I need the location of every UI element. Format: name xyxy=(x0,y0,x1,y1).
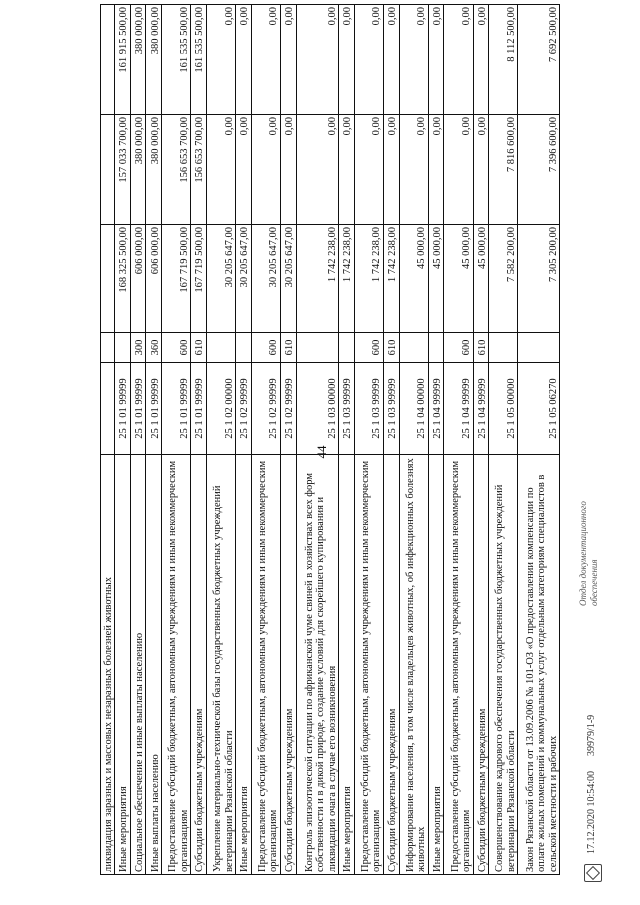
row-name: Предоставление субсидий бюджетным, автономным учреждениям и иным некоммерческим организациям xyxy=(354,455,383,875)
row-value-2021: 7 305 200,00 xyxy=(518,225,560,333)
row-value-2023: 161 915 500,00 xyxy=(115,5,131,115)
row-value-2023: 0,00 xyxy=(444,5,473,115)
row-name: Иные мероприятия xyxy=(115,455,131,875)
row-value-2021: 1 742 238,00 xyxy=(296,225,339,333)
row-name: Укрепление материально-технической базы государственных бюджетных учреждений ветеринарии Рязанской области xyxy=(206,455,235,875)
row-value-2022: 0,00 xyxy=(428,115,444,225)
row-code: 25 1 03 99999 xyxy=(339,363,355,455)
row-value-2021: 606 000,00 xyxy=(146,225,162,333)
row-value-2022: 0,00 xyxy=(280,115,296,225)
row-value-2021: 45 000,00 xyxy=(473,225,489,333)
row-type xyxy=(236,333,252,363)
table-row xyxy=(191,5,207,875)
row-code xyxy=(101,363,115,455)
stamp-line-1: Отдел документационного xyxy=(578,501,588,606)
row-value-2022: 0,00 xyxy=(296,115,339,225)
row-value-2021: 606 000,00 xyxy=(130,225,146,333)
row-value-2023: 0,00 xyxy=(206,5,235,115)
row-name: Иные мероприятия xyxy=(428,455,444,875)
row-code: 25 1 04 00000 xyxy=(399,363,428,455)
row-type xyxy=(115,333,131,363)
table-row xyxy=(399,5,428,875)
row-value-2022: 0,00 xyxy=(339,115,355,225)
row-value-2022: 0,00 xyxy=(473,115,489,225)
budget-table-body xyxy=(101,5,560,875)
table-row xyxy=(162,5,191,875)
row-code: 25 1 01 99999 xyxy=(115,363,131,455)
page-footer xyxy=(578,0,608,890)
row-value-2022: 0,00 xyxy=(399,115,428,225)
row-value-2021: 167 719 500,00 xyxy=(162,225,191,333)
row-name: Закон Рязанской области от 13.09.2006 № 101-ОЗ «О предоставлении компенсации по оплате жилых помещений и коммунальных услуг отдельным категориям специалистов в сельской местности и рабочих xyxy=(518,455,560,875)
table-row xyxy=(489,5,518,875)
row-code: 25 1 01 99999 xyxy=(146,363,162,455)
table-row xyxy=(251,5,280,875)
row-value-2022: 156 653 700,00 xyxy=(162,115,191,225)
row-code: 25 1 03 00000 xyxy=(296,363,339,455)
row-code: 25 1 02 99999 xyxy=(251,363,280,455)
row-value-2022 xyxy=(101,115,115,225)
row-value-2023: 0,00 xyxy=(383,5,399,115)
row-value-2021: 30 205 647,00 xyxy=(251,225,280,333)
row-value-2023: 0,00 xyxy=(428,5,444,115)
table-row xyxy=(146,5,162,875)
table-row xyxy=(383,5,399,875)
row-value-2023: 0,00 xyxy=(296,5,339,115)
row-value-2023: 161 535 500,00 xyxy=(191,5,207,115)
row-code: 25 1 03 99999 xyxy=(354,363,383,455)
row-type xyxy=(101,333,115,363)
row-value-2021: 7 582 200,00 xyxy=(489,225,518,333)
row-value-2022: 0,00 xyxy=(236,115,252,225)
row-type xyxy=(296,333,339,363)
table-row xyxy=(473,5,489,875)
table-row xyxy=(101,5,115,875)
table-row xyxy=(206,5,235,875)
row-type xyxy=(206,333,235,363)
row-value-2023: 0,00 xyxy=(236,5,252,115)
row-name: Социальное обеспечение и иные выплаты населению xyxy=(130,455,146,875)
row-code: 25 1 01 99999 xyxy=(191,363,207,455)
row-type xyxy=(489,333,518,363)
row-value-2021: 45 000,00 xyxy=(399,225,428,333)
table-row xyxy=(296,5,339,875)
row-value-2021: 168 325 500,00 xyxy=(115,225,131,333)
row-value-2022: 0,00 xyxy=(444,115,473,225)
row-value-2022: 156 653 700,00 xyxy=(191,115,207,225)
row-value-2023: 0,00 xyxy=(280,5,296,115)
row-type: 610 xyxy=(473,333,489,363)
row-name: Субсидии бюджетным учреждениям xyxy=(473,455,489,875)
row-value-2021: 45 000,00 xyxy=(444,225,473,333)
row-code: 25 1 02 99999 xyxy=(236,363,252,455)
row-value-2021: 30 205 647,00 xyxy=(280,225,296,333)
row-name: ликвидация заразных и массовых незаразных болезней животных xyxy=(101,455,115,875)
table-row xyxy=(428,5,444,875)
row-type: 360 xyxy=(146,333,162,363)
row-value-2023 xyxy=(101,5,115,115)
budget-table-wrapper xyxy=(100,5,560,875)
row-name: Совершенствование кадрового обеспечения государственных бюджетных учреждений ветеринарии Рязанской области xyxy=(489,455,518,875)
row-code: 25 1 02 99999 xyxy=(280,363,296,455)
row-name: Иные мероприятия xyxy=(236,455,252,875)
footer-doc-id: 39979/1-9 xyxy=(586,714,597,756)
table-row xyxy=(518,5,560,875)
row-value-2023: 0,00 xyxy=(354,5,383,115)
row-code: 25 1 04 99999 xyxy=(428,363,444,455)
footer-datetime: 17.12.2020 10:54:00 xyxy=(586,770,597,854)
row-code: 25 1 05 06270 xyxy=(518,363,560,455)
system-logo-icon xyxy=(584,864,602,882)
row-name: Субсидии бюджетным учреждениям xyxy=(191,455,207,875)
footer-meta xyxy=(586,715,597,854)
row-value-2022: 380 000,00 xyxy=(146,115,162,225)
row-value-2022: 0,00 xyxy=(354,115,383,225)
row-code: 25 1 02 00000 xyxy=(206,363,235,455)
row-type: 610 xyxy=(280,333,296,363)
row-value-2023: 7 692 500,00 xyxy=(518,5,560,115)
row-code: 25 1 01 99999 xyxy=(130,363,146,455)
row-name: Предоставление субсидий бюджетным, автономным учреждениям и иным некоммерческим организациям xyxy=(251,455,280,875)
row-type: 610 xyxy=(383,333,399,363)
row-name: Субсидии бюджетным учреждениям xyxy=(280,455,296,875)
row-value-2023: 380 000,00 xyxy=(146,5,162,115)
row-value-2023: 8 112 500,00 xyxy=(489,5,518,115)
row-code: 25 1 04 99999 xyxy=(473,363,489,455)
row-type: 600 xyxy=(162,333,191,363)
table-row xyxy=(339,5,355,875)
row-value-2023: 161 535 500,00 xyxy=(162,5,191,115)
row-value-2022: 0,00 xyxy=(383,115,399,225)
row-code: 25 1 01 99999 xyxy=(162,363,191,455)
budget-table xyxy=(100,4,560,875)
row-type: 600 xyxy=(444,333,473,363)
table-row xyxy=(444,5,473,875)
table-row xyxy=(280,5,296,875)
table-row xyxy=(130,5,146,875)
row-type: 600 xyxy=(354,333,383,363)
row-type xyxy=(518,333,560,363)
stamp-line-2: обеспечения xyxy=(589,559,599,606)
page-number: 44 xyxy=(314,445,329,459)
row-value-2022: 0,00 xyxy=(206,115,235,225)
row-type xyxy=(399,333,428,363)
row-code: 25 1 04 99999 xyxy=(444,363,473,455)
row-value-2022: 380 000,00 xyxy=(130,115,146,225)
row-name: Субсидии бюджетным учреждениям xyxy=(383,455,399,875)
row-name: Предоставление субсидий бюджетным, автономным учреждениям и иным некоммерческим организациям xyxy=(444,455,473,875)
row-type xyxy=(339,333,355,363)
row-value-2022: 7 816 600,00 xyxy=(489,115,518,225)
row-name: Иные выплаты населению xyxy=(146,455,162,875)
row-name: Информирование населения, в том числе владельцев животных, об инфекционных болезнях животных xyxy=(399,455,428,875)
row-value-2021: 45 000,00 xyxy=(428,225,444,333)
row-value-2022: 7 396 600,00 xyxy=(518,115,560,225)
row-value-2023: 0,00 xyxy=(399,5,428,115)
row-value-2022: 157 033 700,00 xyxy=(115,115,131,225)
row-value-2021: 30 205 647,00 xyxy=(236,225,252,333)
row-value-2023: 0,00 xyxy=(251,5,280,115)
row-code: 25 1 03 99999 xyxy=(383,363,399,455)
row-type: 610 xyxy=(191,333,207,363)
row-value-2021: 1 742 238,00 xyxy=(339,225,355,333)
row-type xyxy=(428,333,444,363)
row-value-2023: 0,00 xyxy=(473,5,489,115)
row-value-2021: 1 742 238,00 xyxy=(383,225,399,333)
row-value-2022: 0,00 xyxy=(251,115,280,225)
row-value-2021: 30 205 647,00 xyxy=(206,225,235,333)
row-type: 300 xyxy=(130,333,146,363)
table-row xyxy=(236,5,252,875)
row-value-2023: 0,00 xyxy=(339,5,355,115)
row-name: Контроль эпизоотической ситуации по африканской чуме свиней в хозяйствах всех форм собственности и в дикой природе, создание условий для скорейшего купирования и ликвидации очага в случае его возникновения xyxy=(296,455,339,875)
office-stamp xyxy=(578,501,600,606)
row-value-2023: 380 000,00 xyxy=(130,5,146,115)
row-value-2021: 167 719 500,00 xyxy=(191,225,207,333)
row-value-2021 xyxy=(101,225,115,333)
row-code: 25 1 05 00000 xyxy=(489,363,518,455)
table-row xyxy=(115,5,131,875)
table-row xyxy=(354,5,383,875)
row-name: Предоставление субсидий бюджетным, автономным учреждениям и иным некоммерческим организациям xyxy=(162,455,191,875)
row-name: Иные мероприятия xyxy=(339,455,355,875)
row-value-2021: 1 742 238,00 xyxy=(354,225,383,333)
row-type: 600 xyxy=(251,333,280,363)
